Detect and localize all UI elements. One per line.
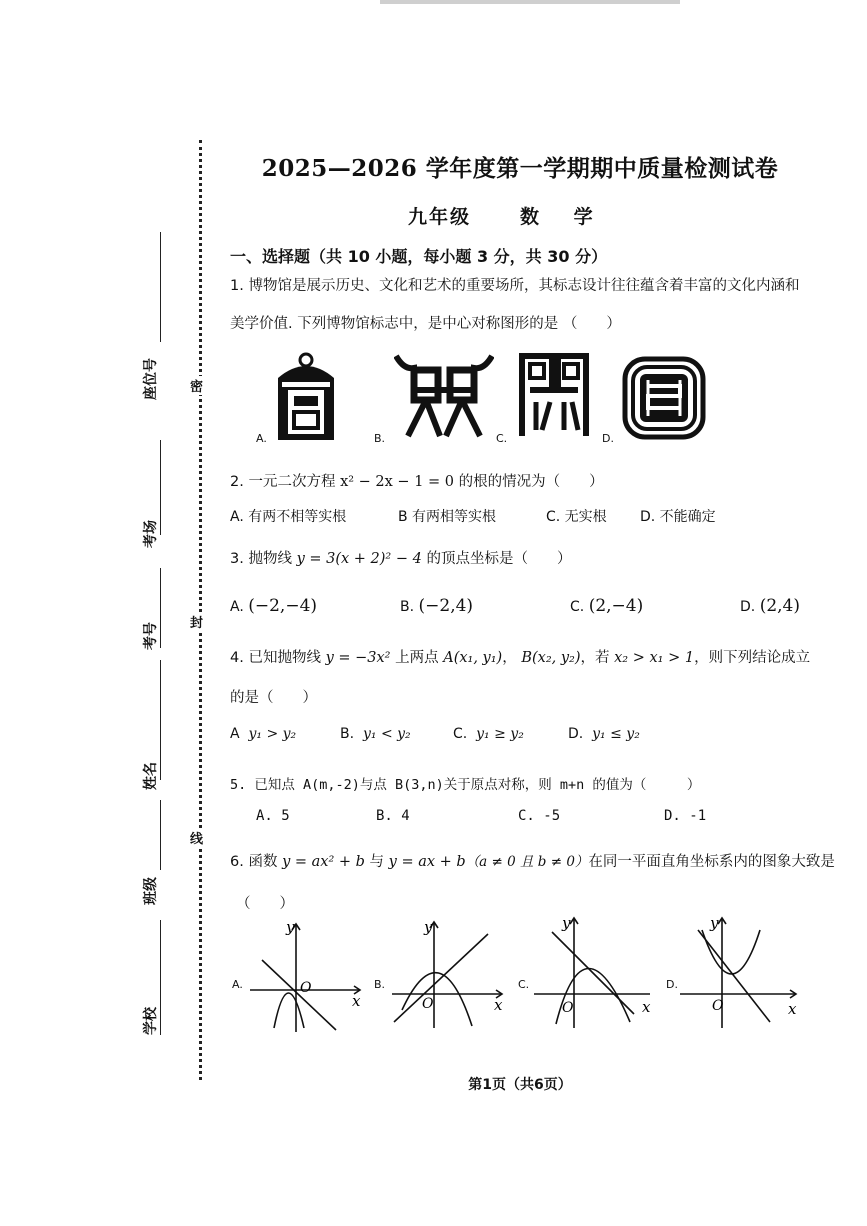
underline-name (160, 660, 161, 780)
q6-graph-b (388, 918, 508, 1038)
q6-graph-a (246, 918, 366, 1038)
q6-graph-d (676, 914, 804, 1038)
q6b-axis-y: y (424, 918, 433, 936)
q4-option-d (568, 726, 640, 742)
q3-option-d-label: D. (740, 599, 756, 615)
q3-stem (230, 547, 571, 568)
q6c-axis-x: x (642, 998, 651, 1016)
q6-label-a: A. (232, 978, 243, 991)
q3-option-c (570, 596, 643, 616)
q2-option-b: B 有两相等实根 (398, 509, 497, 525)
q4-equation: y = −3x² (325, 650, 391, 666)
underline-seat (160, 232, 161, 342)
q6-graph-c (530, 914, 660, 1038)
q1-label-c: C. (496, 432, 508, 445)
q4-option-a-value: y₁ > y₂ (248, 726, 297, 742)
q2-option-d: D. 不能确定 (640, 509, 716, 525)
page-footer: 第1页（共6页） (468, 1077, 572, 1093)
seal-word-xian: 线 (190, 828, 203, 847)
q4-point-b: B(x₂, y₂) (521, 650, 581, 666)
q2-option-c: C. 无实根 (546, 509, 607, 525)
q2-stem-pre: 2. 一元二次方程 (230, 474, 336, 490)
q4-option-d-value: y₁ ≤ y₂ (592, 726, 640, 742)
q6-condition: （a ≠ 0 且 b ≠ 0） (465, 854, 589, 870)
q2-stem-post: 的根的情况为（ ） (458, 474, 604, 490)
q1-stem-line2: 美学价值. 下列博物馆标志中，是中心对称图形的是 （ ） (230, 316, 621, 332)
underline-class (160, 800, 161, 870)
q4-stem-mid: 上两点 (395, 650, 439, 666)
q6-label-d: D. (666, 978, 678, 991)
q6-function-2: y = ax + b (388, 854, 466, 870)
q4-stem-post: ，则下列结论成立 (694, 650, 811, 666)
field-school: 学校 (143, 1007, 159, 1035)
q4-cond-pre: ，若 (580, 650, 610, 666)
q6-function-1: y = ax² + b (282, 854, 365, 870)
q6d-origin: O (712, 998, 724, 1014)
field-class: 班级 (143, 877, 159, 905)
underline-room (160, 440, 161, 535)
q1-stem-line1: 1. 博物馆是展示历史、文化和艺术的重要场所，其标志设计往往蕴含着丰富的文化内涵和 (230, 278, 800, 294)
field-exam-id: 考号 (143, 622, 159, 650)
q4-option-b (340, 726, 411, 742)
q4-stem-pre: 4. 已知抛物线 (230, 650, 321, 666)
q6-stem-mid: 与 (369, 854, 385, 870)
logo-b-icon (394, 350, 494, 440)
q4-condition: x₂ > x₁ > 1 (614, 650, 695, 666)
q3-equation: y = 3(x + 2)² − 4 (296, 551, 422, 567)
q5-option-d: D. -1 (664, 808, 707, 824)
q4-option-a-label: A (230, 726, 240, 742)
q5-option-b: B. 4 (376, 808, 410, 824)
q6-label-b: B. (374, 978, 386, 991)
q5-stem: 5. 已知点 A(m,-2)与点 B(3,n)关于原点对称，则 m+n 的值为（ ） (230, 777, 701, 793)
q4-option-c (453, 726, 524, 742)
q2-option-a: A. 有两不相等实根 (230, 509, 347, 525)
logo-d-icon (622, 356, 706, 440)
q1-label-d: D. (602, 432, 614, 445)
exam-grade: 九年级 (408, 206, 472, 228)
exam-title: 2025—2026 学年度第一学期期中质量检测试卷 (261, 155, 779, 182)
q3-option-b (400, 596, 473, 616)
field-name: 姓名 (143, 762, 159, 790)
q3-option-c-label: C. (570, 599, 585, 615)
q4-sep: ， (502, 650, 517, 666)
q6a-axis-x: x (352, 992, 361, 1010)
q3-option-b-label: B. (400, 599, 415, 615)
q4-point-a: A(x₁, y₁) (443, 650, 503, 666)
q6-stem-line2: （ ） (236, 896, 294, 912)
q3-option-d-value: (2,4) (759, 596, 800, 616)
q4-option-a (230, 726, 296, 742)
seal-word-mi: 密 (190, 376, 203, 395)
field-exam-room: 考场 (143, 520, 159, 548)
q6a-axis-y: y (286, 918, 295, 936)
q6a-origin: O (300, 980, 312, 996)
q6-stem-post: 在同一平面直角坐标系内的图象大致是 (588, 854, 835, 870)
q5-option-c: C. -5 (518, 808, 561, 824)
field-seat-number: 座位号 (143, 358, 159, 400)
section-heading: 一、选择题（共 10 小题，每小题 3 分，共 30 分） (230, 247, 608, 266)
q4-option-c-value: y₁ ≥ y₂ (476, 726, 524, 742)
q3-stem-post: 的顶点坐标是（ ） (426, 551, 572, 567)
q3-option-a-value: (−2,−4) (248, 596, 318, 616)
q3-option-b-value: (−2,4) (418, 596, 474, 616)
binding-dotted-line (199, 140, 202, 1080)
logo-a-icon (274, 350, 338, 442)
seal-word-feng: 封 (190, 612, 203, 631)
q6b-axis-x: x (494, 996, 503, 1014)
q3-option-d (740, 596, 800, 616)
q1-label-b: B. (374, 432, 386, 445)
q2-stem (230, 470, 604, 491)
q6d-axis-x: x (788, 1000, 797, 1018)
q6c-axis-y: y (562, 914, 571, 932)
underline-id (160, 568, 161, 648)
q6-stem-pre: 6. 函数 (230, 854, 278, 870)
q5-option-a: A. 5 (256, 808, 290, 824)
q3-option-a (230, 596, 317, 616)
q6-label-c: C. (518, 978, 530, 991)
q6-stem (230, 850, 835, 871)
logo-c-icon (516, 350, 592, 438)
q4-option-b-value: y₁ < y₂ (362, 726, 411, 742)
q1-label-a: A. (256, 432, 267, 445)
q4-stem (230, 646, 810, 667)
q6d-axis-y: y (710, 914, 719, 932)
scan-edge-line (380, 0, 680, 4)
q3-stem-pre: 3. 抛物线 (230, 551, 292, 567)
q3-option-c-value: (2,−4) (588, 596, 644, 616)
exam-subject: 数 学 (520, 206, 607, 228)
underline-school (160, 920, 161, 1035)
q4-option-d-label: D. (568, 726, 584, 742)
q2-equation: x² − 2x − 1 = 0 (340, 474, 455, 490)
q6c-origin: O (562, 1000, 574, 1016)
q6b-origin: O (422, 996, 434, 1012)
q3-option-a-label: A. (230, 599, 244, 615)
q4-option-c-label: C. (453, 726, 468, 742)
q4-stem-line2: 的是（ ） (230, 690, 317, 706)
q4-option-b-label: B. (340, 726, 355, 742)
